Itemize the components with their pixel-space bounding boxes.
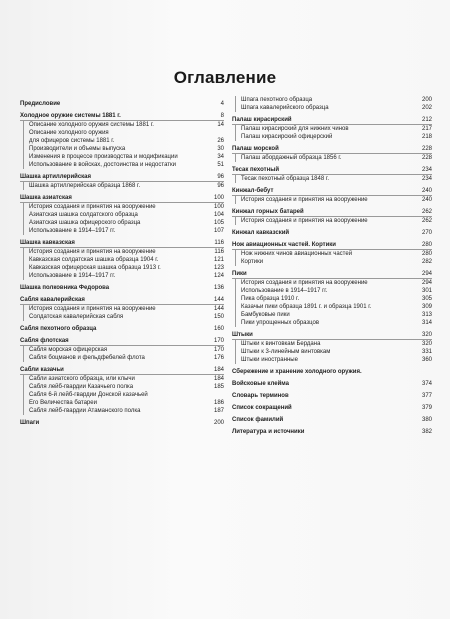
toc-subentry-page-number: 234 bbox=[421, 176, 432, 182]
toc-subentry[interactable] bbox=[24, 203, 224, 211]
toc-subentry-page-number: 187 bbox=[213, 408, 224, 414]
toc-section-heading-title: Сабля флотская bbox=[20, 338, 69, 344]
toc-subentries bbox=[235, 340, 432, 364]
toc-subentry-title: История создания и принятия на вооружение bbox=[241, 197, 368, 203]
toc-section-heading-title: Кинжал кавказский bbox=[232, 230, 290, 236]
toc-subentry-title: Азиатская шашка офицерского образца bbox=[29, 220, 141, 226]
toc-subentry-page-number: 200 bbox=[421, 97, 432, 103]
toc-subentry[interactable] bbox=[24, 346, 224, 354]
toc-subentry-page-number: 262 bbox=[421, 218, 432, 224]
toc-section-heading[interactable] bbox=[232, 331, 432, 340]
toc-section bbox=[20, 337, 224, 362]
toc-column-right bbox=[232, 96, 432, 436]
toc-subentry[interactable] bbox=[236, 154, 432, 162]
toc-subentry[interactable] bbox=[24, 256, 224, 264]
toc-subentry-page-number: 294 bbox=[421, 280, 432, 286]
toc-section-heading[interactable] bbox=[232, 416, 432, 424]
toc-section bbox=[232, 380, 432, 388]
toc-subentry[interactable] bbox=[24, 354, 224, 362]
toc-subentry-title: История создания и принятия на вооружение bbox=[241, 280, 368, 286]
toc-subentry-title: Сабля лейб-гвардии Атаманского полка bbox=[29, 408, 141, 414]
toc-subentry-title: История создания и принятия на вооружение bbox=[29, 249, 156, 255]
toc-section-heading-title: Нож авиационных частей. Кортики bbox=[232, 242, 336, 248]
toc-subentry[interactable] bbox=[236, 250, 432, 258]
toc-section bbox=[20, 112, 224, 169]
toc-subentry-page-number: 51 bbox=[217, 162, 224, 168]
toc-subentry-page-number: 26 bbox=[217, 138, 224, 144]
toc-subentry-title: Пика образца 1910 г. bbox=[241, 296, 300, 302]
toc-subentry[interactable] bbox=[236, 319, 432, 327]
toc-subentry-title: Сабля 6-й лейб-гвардии Донской казачьей bbox=[29, 392, 148, 398]
toc-subentry[interactable] bbox=[236, 279, 432, 287]
toc-section-heading-page-number: 240 bbox=[421, 188, 432, 194]
toc-subentry[interactable] bbox=[24, 305, 224, 313]
toc-subentry-page-number: 331 bbox=[421, 349, 432, 355]
toc-section-heading[interactable] bbox=[232, 392, 432, 400]
toc-subentry[interactable] bbox=[24, 227, 224, 235]
toc-section-heading-page-number: 262 bbox=[421, 209, 432, 215]
toc-section-heading-title: Литература и источники bbox=[232, 429, 305, 435]
toc-subentry-page-number: 150 bbox=[213, 314, 224, 320]
toc-subentries bbox=[235, 217, 432, 225]
toc-subentry[interactable] bbox=[24, 121, 224, 129]
toc-section-heading-title: Штыки bbox=[232, 332, 253, 338]
toc-section-heading[interactable] bbox=[232, 229, 432, 237]
toc-section bbox=[232, 145, 432, 162]
toc-subentry[interactable] bbox=[24, 153, 224, 161]
toc-subentry-title: Описание холодного оружия bbox=[29, 130, 109, 136]
toc-section bbox=[232, 368, 432, 376]
toc-section-heading-page-number: 184 bbox=[213, 367, 224, 373]
toc-subentry-page-number: 305 bbox=[421, 296, 432, 302]
toc-section-heading-title: Тесак пехотный bbox=[232, 167, 280, 173]
toc-subentry-page-number: 105 bbox=[213, 220, 224, 226]
toc-subentry-page-number: 313 bbox=[421, 312, 432, 318]
toc-section-heading-page-number: 116 bbox=[214, 240, 224, 246]
toc-subentry[interactable] bbox=[24, 182, 224, 190]
toc-section-heading-title: Словарь терминов bbox=[232, 393, 289, 399]
toc-subentry-title: Сабли азиатского образца, или клычи bbox=[29, 376, 135, 382]
toc-subentry-page-number: 217 bbox=[421, 126, 432, 132]
toc-subentry[interactable] bbox=[236, 196, 432, 204]
toc-section-heading[interactable] bbox=[20, 296, 224, 305]
toc-subentry-title: Казачьи пики образца 1891 г. и образца 1901 г. bbox=[241, 304, 372, 310]
toc-section bbox=[20, 296, 224, 321]
toc-subentry-title: Штыки к 3-линейным винтовкам bbox=[241, 349, 331, 355]
toc-subentry-title: Производители и объемы выпуска bbox=[29, 146, 126, 152]
toc-subentries bbox=[23, 346, 224, 362]
toc-subentry-page-number: 96 bbox=[217, 183, 224, 189]
toc-section-heading[interactable] bbox=[232, 145, 432, 154]
toc-subentry[interactable] bbox=[24, 391, 224, 399]
toc-section-heading-page-number: 160 bbox=[213, 326, 224, 332]
toc-section-heading-page-number: 294 bbox=[421, 271, 432, 277]
toc-subentry-page-number: 309 bbox=[421, 304, 432, 310]
toc-section bbox=[20, 100, 224, 108]
toc-subentry-title: Палаш абордажный образца 1856 г. bbox=[241, 155, 342, 161]
toc-section bbox=[20, 419, 224, 427]
toc-subentry[interactable] bbox=[24, 264, 224, 272]
toc-subentry-title: для офицеров системы 1881 г. bbox=[29, 138, 115, 144]
toc-subentries bbox=[23, 248, 224, 280]
toc-section-heading[interactable] bbox=[232, 380, 432, 388]
toc-section-heading-page-number: 228 bbox=[421, 146, 432, 152]
toc-subentry[interactable] bbox=[24, 399, 224, 407]
toc-subentry-page-number: 240 bbox=[421, 197, 432, 203]
page-title: Оглавление bbox=[173, 68, 277, 87]
toc-section-heading-title: Войсковые клейма bbox=[232, 381, 289, 387]
toc-subentry-page-number: 202 bbox=[421, 105, 432, 111]
toc-section bbox=[232, 416, 432, 424]
toc-section-heading-page-number: 170 bbox=[213, 338, 224, 344]
toc-subentry-title: Палаш кирасирский офицерский bbox=[241, 134, 333, 140]
toc-section-heading[interactable] bbox=[232, 116, 432, 125]
toc-section bbox=[232, 270, 432, 327]
toc-subentries bbox=[235, 125, 432, 141]
toc-subentry[interactable] bbox=[236, 217, 432, 225]
toc-section-heading-title: Пики bbox=[232, 271, 247, 277]
toc-section-heading-page-number: 270 bbox=[421, 230, 432, 236]
toc-section-heading-title: Кинжал горных батарей bbox=[232, 209, 304, 215]
toc-subentry-title: Кавказская офицерская шашка образца 1913 г. bbox=[29, 265, 161, 271]
toc-section-heading-title: Шпаги bbox=[20, 420, 40, 426]
toc-section-heading-title: Сабли казачьи bbox=[20, 367, 64, 373]
toc-section-heading-page-number: 8 bbox=[220, 113, 224, 119]
toc-section bbox=[232, 241, 432, 266]
toc-subentry[interactable] bbox=[236, 175, 432, 183]
toc-subentry-title: Кавказская солдатская шашка образца 1904 г. bbox=[29, 257, 159, 263]
toc-subentry-page-number: 218 bbox=[421, 134, 432, 140]
toc-subentry-title: Шашка артиллерийская образца 1868 г. bbox=[29, 183, 141, 189]
toc-subentry-page-number: 144 bbox=[213, 306, 224, 312]
toc-subentry-title: Бамбуковые пики bbox=[241, 312, 290, 318]
toc-subentry-title: Сабля боцманов и фельдфебелей флота bbox=[29, 355, 145, 361]
toc-subentry-page-number: 124 bbox=[213, 273, 224, 279]
toc-subentry-title: Нож нижних чинов авиационных частей bbox=[241, 251, 353, 257]
toc-section bbox=[232, 187, 432, 204]
toc-subentries bbox=[23, 182, 224, 190]
toc-subentry[interactable] bbox=[24, 129, 224, 137]
toc-section-heading-title: Сабля кавалерийская bbox=[20, 297, 85, 303]
toc-section-heading[interactable] bbox=[20, 173, 224, 182]
toc-subentry-title: Штыки к винтовкам Бердана bbox=[241, 341, 321, 347]
toc-subentry-title: Пики упрощенных образцов bbox=[241, 320, 320, 326]
toc-section-heading-page-number: 377 bbox=[421, 393, 432, 399]
toc-section-heading-title: Предисловие bbox=[20, 101, 61, 107]
toc-section-heading-page-number: 212 bbox=[421, 117, 432, 123]
toc-subentry[interactable] bbox=[24, 219, 224, 227]
toc-subentry[interactable] bbox=[236, 287, 432, 295]
toc-subentry-page-number: 104 bbox=[213, 212, 224, 218]
toc-section-heading-title: Шашка полковника Федорова bbox=[20, 285, 110, 291]
toc-section-heading-page-number: 136 bbox=[213, 285, 224, 291]
toc-section-heading[interactable] bbox=[20, 325, 224, 333]
toc-subentries bbox=[235, 175, 432, 183]
toc-subentry-title: Палаш кирасирский для нижних чинов bbox=[241, 126, 349, 132]
toc-subentry[interactable] bbox=[24, 313, 224, 321]
toc-subentry[interactable] bbox=[236, 133, 432, 141]
toc-section bbox=[20, 173, 224, 190]
toc-subentry-page-number: 176 bbox=[213, 355, 224, 361]
toc-subentry-page-number: 301 bbox=[421, 288, 432, 294]
toc-section bbox=[232, 208, 432, 225]
toc-subentry[interactable] bbox=[24, 407, 224, 415]
toc-subentry-title: Использование в войсках, достоинства и недостатки bbox=[29, 162, 177, 168]
toc-section bbox=[20, 239, 224, 280]
toc-subentry-title: Кортики bbox=[241, 259, 264, 265]
toc-subentry-title: Азиатская шашка солдатского образца bbox=[29, 212, 138, 218]
toc-section-heading-page-number: 320 bbox=[421, 332, 432, 338]
toc-section-heading-page-number: 382 bbox=[421, 429, 432, 435]
toc-section-heading[interactable] bbox=[20, 419, 224, 427]
toc-section bbox=[232, 229, 432, 237]
toc-subentry-page-number: 320 bbox=[421, 341, 432, 347]
toc-subentry[interactable] bbox=[236, 303, 432, 311]
toc-section-heading[interactable] bbox=[232, 166, 432, 175]
toc-subentry[interactable] bbox=[24, 375, 224, 383]
toc-subentries bbox=[23, 203, 224, 235]
toc-section-heading-page-number: 374 bbox=[421, 381, 432, 387]
toc-section-heading-page-number: 200 bbox=[213, 420, 224, 426]
toc-section-heading[interactable] bbox=[232, 368, 432, 376]
toc-section-heading-page-number: 280 bbox=[421, 242, 432, 248]
toc-subentry[interactable] bbox=[24, 137, 224, 145]
toc-section bbox=[232, 404, 432, 412]
toc-subentry-title: Шпага кавалерийского образца bbox=[241, 105, 329, 111]
toc-section-heading-title: Кинжал-бебут bbox=[232, 188, 274, 194]
toc-subentry-page-number: 34 bbox=[217, 154, 224, 160]
toc-section-heading[interactable] bbox=[232, 404, 432, 412]
toc-section bbox=[232, 331, 432, 364]
toc-section-heading[interactable] bbox=[20, 194, 224, 203]
toc-subentry[interactable] bbox=[236, 258, 432, 266]
toc-subentry-page-number: 186 bbox=[213, 400, 224, 406]
toc-section bbox=[20, 194, 224, 235]
toc-section-heading-title: Сбережение и хранение холодного оружия. bbox=[232, 369, 362, 375]
toc-subentry[interactable] bbox=[236, 96, 432, 104]
toc-column-left bbox=[20, 96, 224, 427]
toc-section-heading-page-number: 234 bbox=[421, 167, 432, 173]
toc-subentry-title: Солдатская кавалерийская сабля bbox=[29, 314, 124, 320]
toc-subentry-title: История создания и принятия на вооружение bbox=[241, 218, 368, 224]
toc-subentries bbox=[23, 305, 224, 321]
toc-section-heading[interactable] bbox=[232, 428, 432, 436]
toc-subentries bbox=[235, 279, 432, 327]
toc-subentry[interactable] bbox=[236, 340, 432, 348]
toc-subentry-title: Изменения в процессе производства и модификации bbox=[29, 154, 178, 160]
toc-subentry[interactable] bbox=[24, 383, 224, 391]
toc-subentry-page-number: 185 bbox=[213, 384, 224, 390]
toc-section-heading[interactable] bbox=[232, 187, 432, 196]
toc-section-heading[interactable] bbox=[20, 112, 224, 121]
toc-section-heading[interactable] bbox=[232, 241, 432, 250]
toc-section-heading-page-number: 380 bbox=[421, 417, 432, 423]
toc-subentries bbox=[235, 250, 432, 266]
toc-subentry[interactable] bbox=[24, 272, 224, 280]
toc-subentry[interactable] bbox=[24, 161, 224, 169]
toc-section-heading-page-number: 379 bbox=[421, 405, 432, 411]
toc-subentry-title: Тесак пехотный образца 1848 г. bbox=[241, 176, 329, 182]
toc-subentry-page-number: 121 bbox=[213, 257, 224, 263]
toc-subentry[interactable] bbox=[236, 295, 432, 303]
toc-section-heading[interactable] bbox=[232, 208, 432, 217]
toc-section-heading[interactable] bbox=[20, 100, 224, 108]
toc-section-heading-title: Холодное оружие системы 1881 г. bbox=[20, 113, 121, 119]
toc-subentry-page-number: 100 bbox=[213, 204, 224, 210]
toc-subentries bbox=[235, 196, 432, 204]
toc-section bbox=[232, 392, 432, 400]
toc-subentry-page-number: 228 bbox=[421, 155, 432, 161]
toc-subentry-title: Использование в 1914–1917 гг. bbox=[241, 288, 328, 294]
toc-subentry-title: Штыки иностранные bbox=[241, 357, 298, 363]
toc-subentry-title: Сабля лейб-гвардии Казачьего полка bbox=[29, 384, 134, 390]
toc-section-heading-page-number: 100 bbox=[213, 195, 224, 201]
toc-subentry-page-number: 107 bbox=[213, 228, 224, 234]
toc-subentry-title: Его Величества батареи bbox=[29, 400, 97, 406]
toc-subentry[interactable] bbox=[236, 348, 432, 356]
toc-subentry[interactable] bbox=[236, 311, 432, 319]
toc-subentry-page-number: 170 bbox=[213, 347, 224, 353]
toc-section-heading-title: Палаш кирасирский bbox=[232, 117, 292, 123]
toc-section-heading-title: Список фамилий bbox=[232, 417, 284, 423]
toc-section-heading-page-number: 4 bbox=[220, 101, 224, 107]
toc-subentry-page-number: 282 bbox=[421, 259, 432, 265]
toc-subentry-title: Шпага пехотного образца bbox=[241, 97, 313, 103]
toc-section bbox=[232, 96, 432, 112]
toc-subentry-page-number: 14 bbox=[217, 122, 224, 128]
toc-subentry-title: Описание холодного оружия системы 1881 г. bbox=[29, 122, 154, 128]
toc-section-heading-title: Шашка кавказская bbox=[20, 240, 75, 246]
toc-subentry-title: История создания и принятия на вооружение bbox=[29, 306, 156, 312]
toc-section-heading-title: Сабля пехотного образца bbox=[20, 326, 97, 332]
toc-section-heading[interactable] bbox=[20, 284, 224, 292]
toc-subentry-page-number: 360 bbox=[421, 357, 432, 363]
toc-section bbox=[20, 284, 224, 292]
toc-section bbox=[20, 366, 224, 415]
toc-subentry-title: Использование в 1914–1917 гг. bbox=[29, 273, 116, 279]
toc-section-heading-title: Палаш морской bbox=[232, 146, 279, 152]
toc-section-heading-title: Список сокращений bbox=[232, 405, 292, 411]
toc-section-heading-title: Шашка азиатская bbox=[20, 195, 72, 201]
toc-section-heading[interactable] bbox=[232, 270, 432, 279]
toc-subentry-page-number: 280 bbox=[421, 251, 432, 257]
toc-section bbox=[232, 428, 432, 436]
toc-section-heading-page-number: 144 bbox=[213, 297, 224, 303]
toc-subentry-title: Сабля морская офицерская bbox=[29, 347, 108, 353]
toc-subentry[interactable] bbox=[24, 248, 224, 256]
toc-subentry[interactable] bbox=[24, 211, 224, 219]
toc-section-heading-title: Шашка артиллерийская bbox=[20, 174, 92, 180]
toc-section bbox=[232, 166, 432, 183]
toc-subentry[interactable] bbox=[236, 104, 432, 112]
toc-subentry-page-number: 116 bbox=[214, 249, 224, 255]
toc-subentry-page-number: 184 bbox=[213, 376, 224, 382]
toc-subentry-page-number: 30 bbox=[217, 146, 224, 152]
toc-section-heading[interactable] bbox=[20, 366, 224, 375]
toc-subentries bbox=[235, 154, 432, 162]
toc-subentry-page-number: 314 bbox=[421, 320, 432, 326]
toc-subentries bbox=[235, 96, 432, 112]
toc-subentry-title: Использование в 1914–1917 гг. bbox=[29, 228, 116, 234]
toc-section-heading[interactable] bbox=[20, 239, 224, 248]
toc-subentry[interactable] bbox=[236, 125, 432, 133]
toc-subentries bbox=[23, 121, 224, 169]
toc-section-heading[interactable] bbox=[20, 337, 224, 346]
toc-section bbox=[232, 116, 432, 141]
toc-subentry-title: История создания и принятия на вооружение bbox=[29, 204, 156, 210]
toc-section-heading-page-number: 96 bbox=[217, 174, 224, 180]
toc-subentry[interactable] bbox=[236, 356, 432, 364]
toc-subentry-page-number: 123 bbox=[213, 265, 224, 271]
toc-subentry[interactable] bbox=[24, 145, 224, 153]
toc-subentries bbox=[23, 375, 224, 415]
toc-section bbox=[20, 325, 224, 333]
